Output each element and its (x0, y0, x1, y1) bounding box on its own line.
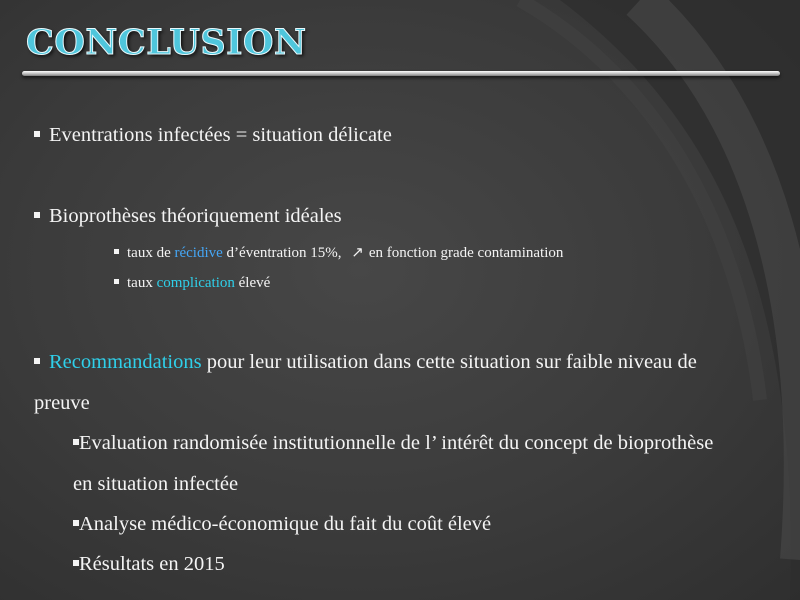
square-bullet-icon (34, 131, 40, 137)
square-bullet-icon (34, 212, 40, 218)
slide-title: CONCLUSION (26, 22, 307, 63)
bullet-3-highlight: Recommandations (49, 351, 202, 373)
sub-1-pre: taux de (127, 245, 175, 261)
bullet-1 (34, 124, 392, 147)
sub-2-pre: taux (127, 275, 157, 291)
square-bullet-icon (73, 560, 79, 566)
bullet-3-continuation: preuve (34, 392, 90, 414)
sub-2-highlight: complication (156, 275, 235, 291)
bullet-2-sub-2 (114, 275, 270, 292)
sub-1-highlight: récidive (174, 245, 223, 261)
arrow-up-right-icon: ↗ (351, 243, 364, 261)
bullet-3-sub-1-continuation: en situation infectée (73, 473, 239, 495)
bullet-2-sub-1 (114, 243, 563, 262)
sub-1-post: d’éventration 15%, (222, 245, 346, 261)
bullet-3-text: pour leur utilisation dans cette situation sur faible niveau de (201, 351, 697, 373)
bullet-3-sub-1 (73, 432, 713, 455)
square-bullet-icon (114, 249, 119, 254)
square-bullet-icon (114, 279, 119, 284)
sub-2-post: élevé (234, 275, 271, 291)
bullet-3-sub-3-text: Résultats en 2015 (79, 553, 225, 575)
bullet-2-text: Bioprothèses théoriquement idéales (49, 205, 342, 227)
title-divider (22, 71, 780, 76)
bullet-3-sub-2 (73, 513, 491, 536)
bullet-2 (34, 205, 342, 228)
bullet-3-sub-3 (73, 553, 225, 576)
sub-1-post2: en fonction grade contamination (368, 245, 564, 261)
square-bullet-icon (34, 358, 40, 364)
bullet-1-text: Eventrations infectées = situation délicate (49, 124, 392, 146)
bullet-3-sub-2-text: Analyse médico-économique du fait du coût élevé (79, 513, 492, 535)
square-bullet-icon (73, 520, 79, 526)
bullet-3-sub-1-text: Evaluation randomisée institutionnelle de l’ intérêt du concept de bioprothèse (79, 432, 714, 454)
bullet-3 (34, 351, 697, 374)
square-bullet-icon (73, 439, 79, 445)
